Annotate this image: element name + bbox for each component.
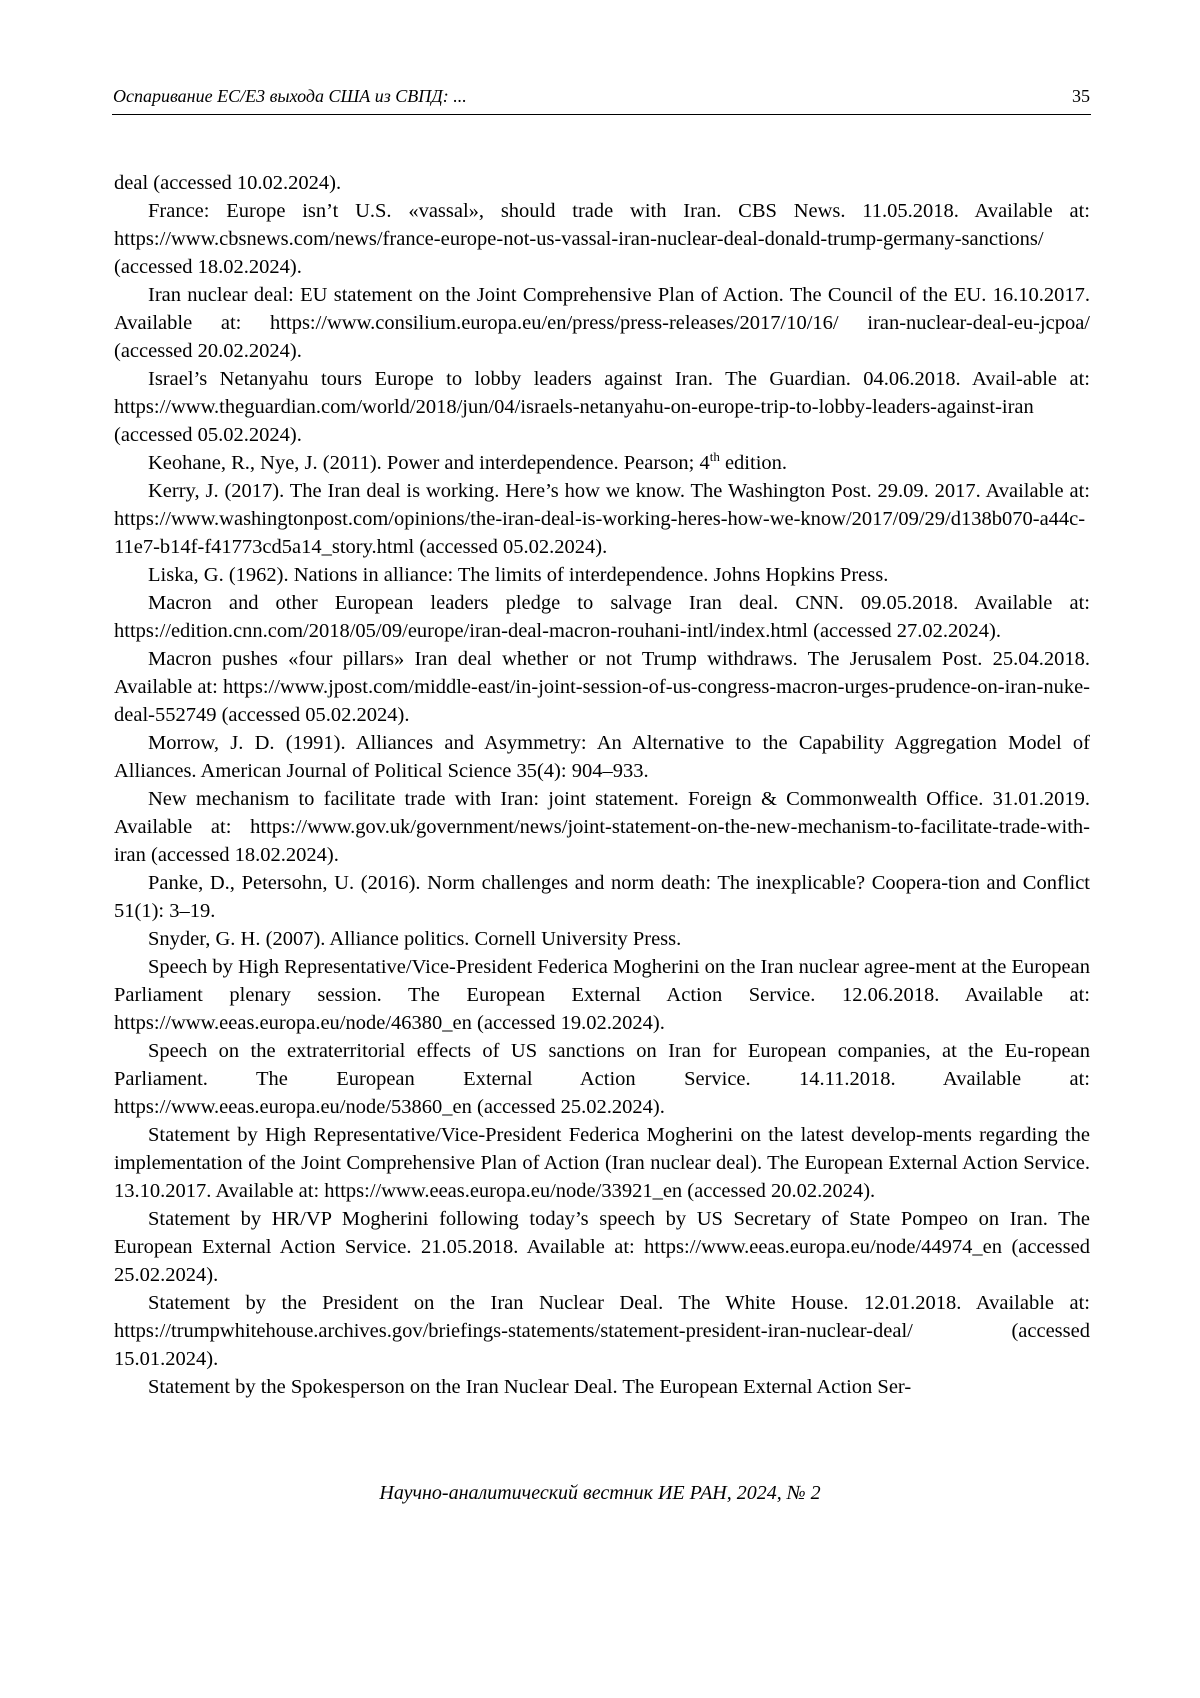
reference-item: Iran nuclear deal: EU statement on the Joint Comprehensive Plan of Action. The Council of the EU. 16.10.2017. Available at: https://www.consilium.europa.eu/en/press/press-releases/2017/10/16/ iran-nuclear-deal-eu-jcpoa/ (accessed 20.02.2024). bbox=[114, 284, 1090, 362]
reference-item: Macron pushes «four pillars» Iran deal whether or not Trump withdraws. The Jerusalem Post. 25.04.2018. Available at: https://www.jpost.com/middle-east/in-joint-session-of-us-congress-macron-urges-prudence-on-iran-nuke-deal-552749 (accessed 05.02.2024). bbox=[114, 648, 1090, 726]
reference-list bbox=[114, 169, 1090, 1401]
running-head bbox=[113, 84, 1090, 108]
reference-tail: edition. bbox=[719, 452, 788, 474]
reference-item: New mechanism to facilitate trade with Iran: joint statement. Foreign & Commonwealth Office. 31.01.2019. Available at: https://www.gov.uk/government/news/joint-statement-on-the-new-mechanism-to-facilitate-trade-with-iran (accessed 18.02.2024). bbox=[114, 788, 1090, 866]
reference-item: Morrow, J. D. (1991). Alliances and Asymmetry: An Alternative to the Capability Aggregation Model of Alliances. American Journal of Political Science 35(4): 904–933. bbox=[114, 732, 1090, 782]
reference-item: Israel’s Netanyahu tours Europe to lobby leaders against Iran. The Guardian. 04.06.2018. Avail-able at: https://www.theguardian.com/world/2018/jun/04/israels-netanyahu-on-europe-trip-to-lobby-leaders-against-iran (accessed 05.02.2024). bbox=[114, 368, 1090, 446]
reference-item: Panke, D., Petersohn, U. (2016). Norm challenges and norm death: The inexplicable? Coopera-tion and Conflict 51(1): 3–19. bbox=[114, 872, 1090, 922]
reference-item bbox=[114, 449, 1090, 477]
header-rule bbox=[112, 114, 1091, 115]
superscript-ordinal: th bbox=[709, 449, 720, 465]
reference-item: Statement by the Spokesperson on the Iran Nuclear Deal. The European External Action Ser- bbox=[148, 1376, 912, 1398]
reference-item: France: Europe isn’t U.S. «vassal», should trade with Iran. CBS News. 11.05.2018. Available at: https://www.cbsnews.com/news/france-europe-not-us-vassal-iran-nuclear-deal-donald-trump-germany-sanctions/ (accessed 18.02.2024). bbox=[114, 200, 1090, 278]
reference-item: Macron and other European leaders pledge to salvage Iran deal. CNN. 09.05.2018. Available at: https://edition.cnn.com/2018/05/09/europe/iran-deal-macron-rouhani-intl/index.html (accessed 27.02.2024). bbox=[114, 592, 1090, 642]
running-title: Оспаривание ЕС/Е3 выхода США из СВПД: ... bbox=[113, 86, 467, 106]
reference-main: Keohane, R., Nye, J. (2011). Power and interdependence. Pearson; 4 bbox=[148, 452, 710, 474]
reference-item: Speech on the extraterritorial effects of US sanctions on Iran for European companies, at the Eu-ropean Parliament. The European External Action Service. 14.11.2018. Available at: https://www.eeas.europa.eu/node/53860_en (accessed 25.02.2024). bbox=[114, 1040, 1090, 1118]
reference-continuation: deal (accessed 10.02.2024). bbox=[114, 172, 342, 194]
reference-item: Statement by HR/VP Mogherini following today’s speech by US Secretary of State Pompeo on Iran. The European External Action Service. 21.05.2018. Available at: https://www.eeas.europa.eu/node/44974_en (accessed 25.02.2024). bbox=[114, 1208, 1090, 1286]
journal-footer: Научно-аналитический вестник ИЕ РАН, 2024, № 2 bbox=[379, 1482, 821, 1504]
reference-item: Statement by the President on the Iran Nuclear Deal. The White House. 12.01.2018. Available at: https://trumpwhitehouse.archives.gov/briefings-statements/statement-president-iran-nuclear-deal/ (accessed 15.01.2024). bbox=[114, 1292, 1090, 1370]
reference-item: Kerry, J. (2017). The Iran deal is working. Here’s how we know. The Washington Post. 29.09. 2017. Available at: https://www.washingtonpost.com/opinions/the-iran-deal-is-working-heres-how-we-know/2017/09/29/d138b070-a44c-11e7-b14f-f41773cd5a14_story.html (accessed 05.02.2024). bbox=[114, 480, 1090, 558]
reference-item: Liska, G. (1962). Nations in alliance: The limits of interdependence. Johns Hopkins Press. bbox=[148, 564, 889, 586]
reference-item: Statement by High Representative/Vice-President Federica Mogherini on the latest develop-ments regarding the implementation of the Joint Comprehensive Plan of Action (Iran nuclear deal). The European External Action Service. 13.10.2017. Available at: https://www.eeas.europa.eu/node/33921_en (accessed 20.02.2024). bbox=[114, 1124, 1090, 1202]
reference-item: Speech by High Representative/Vice-President Federica Mogherini on the Iran nuclear agree-ment at the European Parliament plenary session. The European External Action Service. 12.06.2018. Available at: https://www.eeas.europa.eu/node/46380_en (accessed 19.02.2024). bbox=[114, 956, 1090, 1034]
page-number: 35 bbox=[1072, 86, 1090, 106]
reference-item: Snyder, G. H. (2007). Alliance politics. Cornell University Press. bbox=[148, 928, 682, 950]
